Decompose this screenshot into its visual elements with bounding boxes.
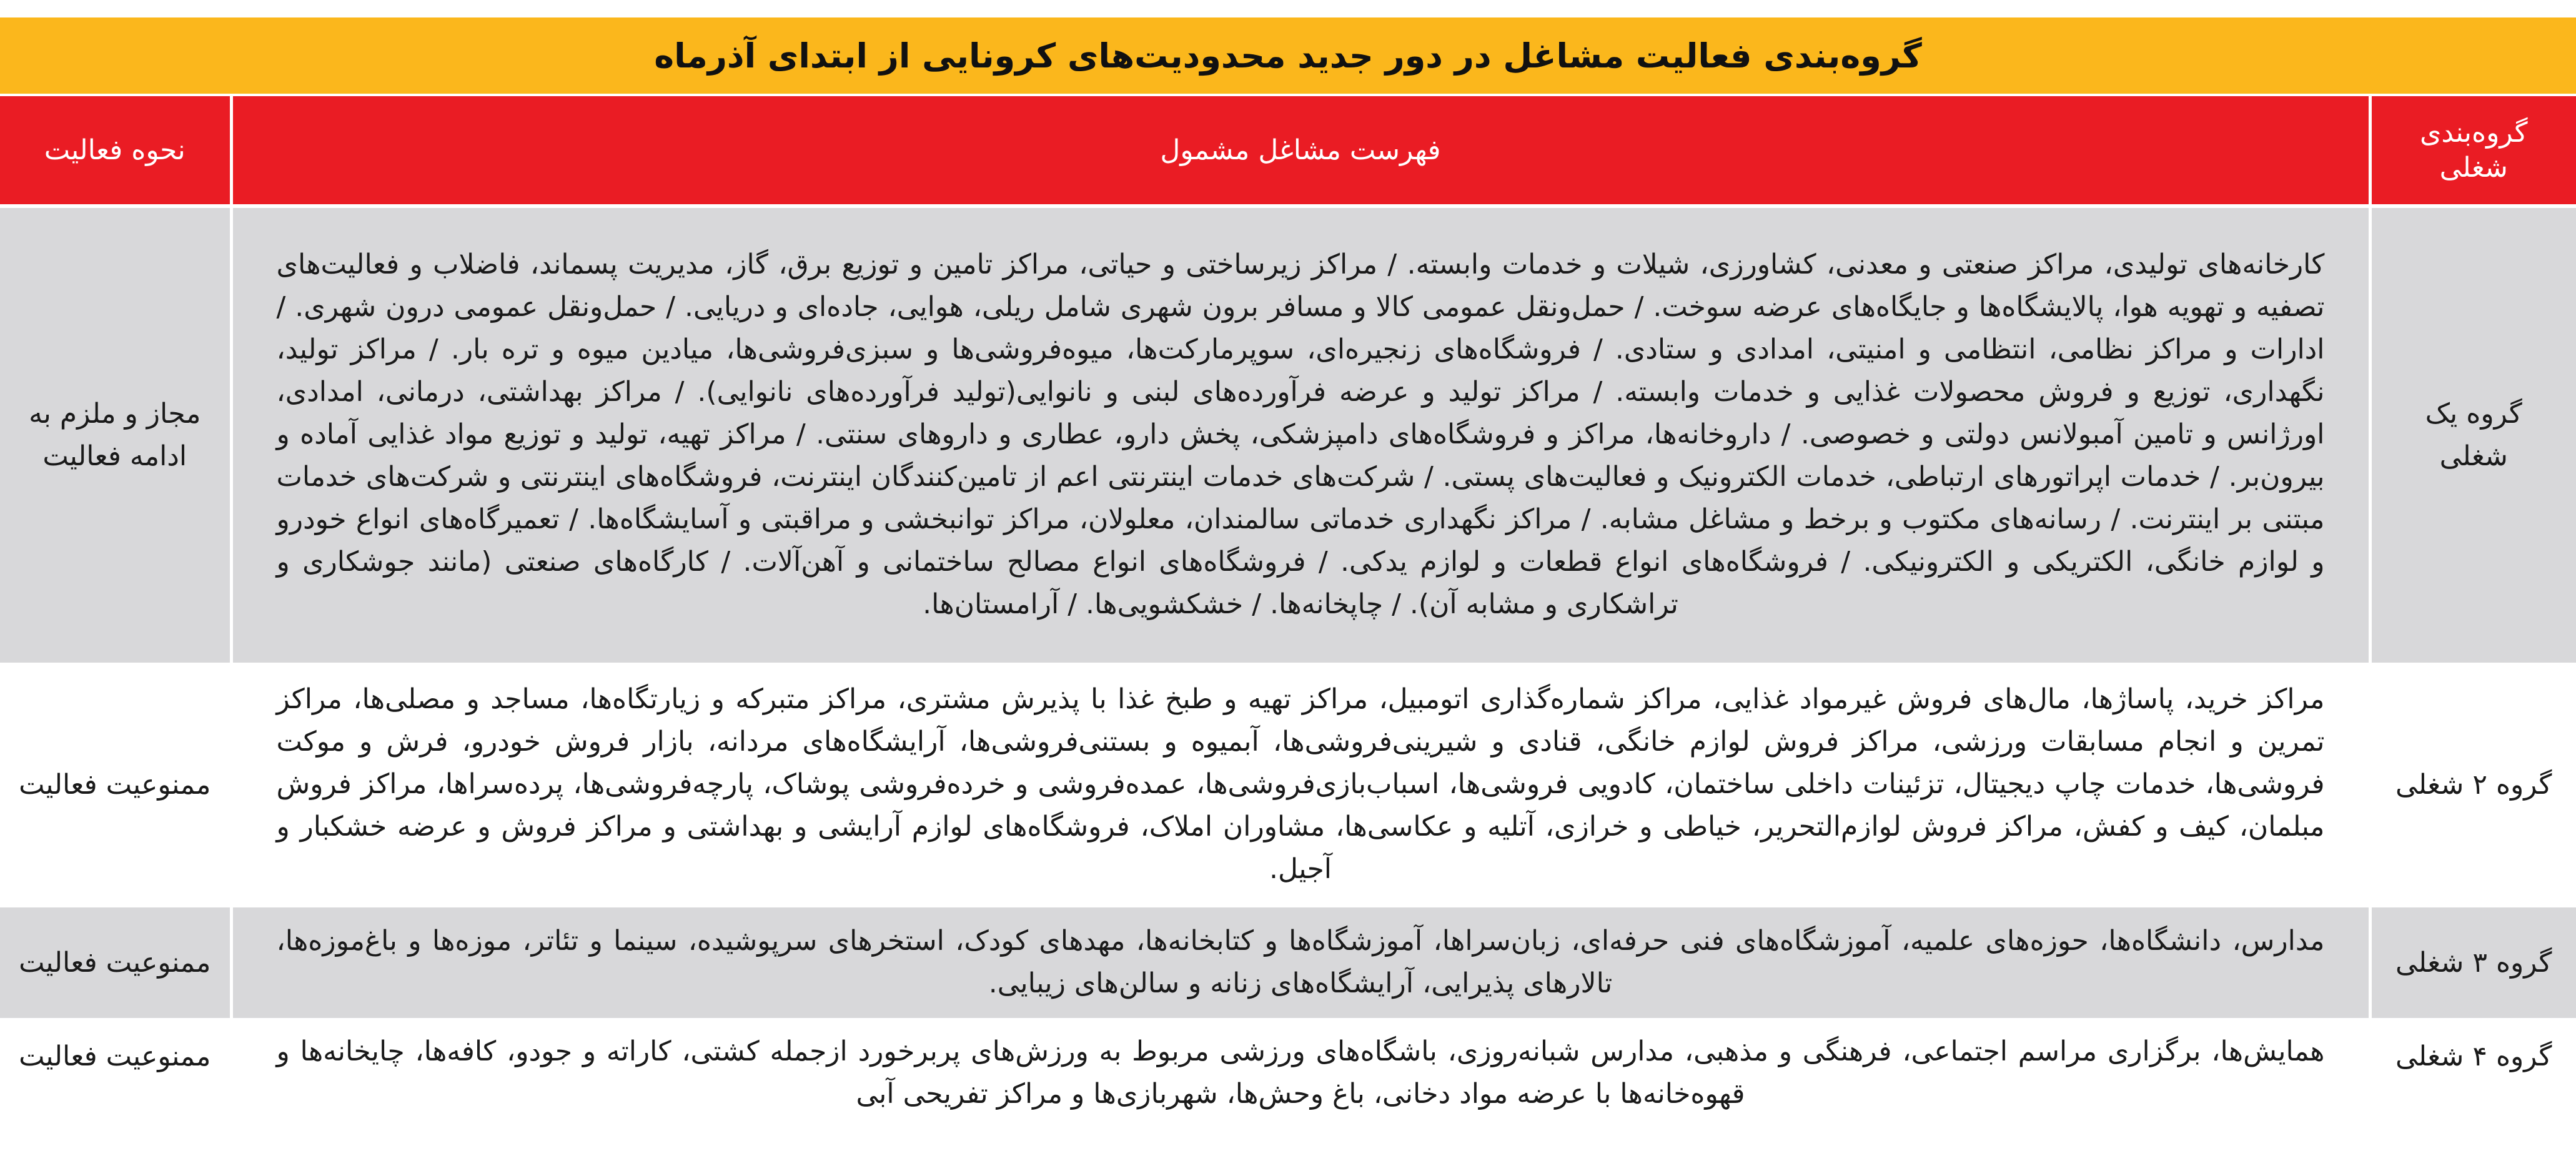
row-mode-cell: ممنوعیت فعالیت bbox=[0, 665, 231, 906]
row-group-cell: گروه ۲ شغلی bbox=[2370, 665, 2576, 906]
table-title: گروه‌بندی فعالیت مشاغل در دور جدید محدودیت‌های کرونایی از ابتدای آذرماه bbox=[0, 17, 2576, 96]
header-mode: نحوه فعالیت bbox=[0, 96, 231, 206]
header-group: گروه‌بندی شغلی bbox=[2370, 96, 2576, 206]
row-mode-cell: مجاز و ملزم به ادامه فعالیت bbox=[0, 206, 231, 665]
row-group-cell: گروه ۳ شغلی bbox=[2370, 906, 2576, 1020]
row-mode-cell: ممنوعیت فعالیت bbox=[0, 906, 231, 1020]
row-list-cell: کارخانه‌های تولیدی، مراکز صنعتی و معدنی، کشاورزی، شیلات و خدمات وابسته. / مراکز زیرساختی و حیاتی، مراکز تامین و توزیع برق، گاز، مدیریت پسماند، فاضلاب و فعالیت‌های تصفیه و تهویه هوا، پالایشگاه‌ها و جایگاه‌های عرضه سوخت. / حمل‌ونقل عمومی کالا و مسافر برون شهری شامل ریلی، هوایی، جاده‌ای و دریایی. / حمل‌ونقل عمومی درون شهری. / ادارات و مراکز نظامی، انتظامی و امنیتی، امدادی و ستادی. / فروشگاه‌های زنجیره‌ای، سوپرمارکت‌ها، میوه‌فروشی‌ها و سبزی‌فروشی‌ها، میادین میوه و تره بار. / مراکز تولید، نگهداری، توزیع و فروش محصولات غذایی و خدمات وابسته. / مراکز تولید و عرضه فرآورده‌های لبنی و نانوایی(تولید فرآورده‌های نانوایی). / مراکز بهداشتی، درمانی، امدادی، اورژانس و تامین آمبولانس دولتی و خصوصی. / داروخانه‌ها، مراکز و فروشگاه‌های دامپزشکی، پخش دارو، عطاری و داروهای سنتی. / مراکز تهیه، تولید و توزیع مواد غذایی آماده و بیرون‌بر. / خدمات اپراتورهای ارتباطی، خدمات الکترونیک و فعالیت‌های پستی. / شرکت‌های خدمات اینترنتی اعم از تامین‌کنندگان اینترنت، فروشگاه‌های اینترنتی و شرکت‌های خدمات مبتنی بر اینترنت. / رسانه‌های مکتوب و برخط و مشاغل مشابه. / مراکز نگهداری خدماتی سالمندان، معلولان، مراکز توانبخشی و مراقبتی و آسایشگاه‌ها. / تعمیرگاه‌های انواع خودرو و لوازم خانگی، الکتریکی و الکترونیکی. / فروشگاه‌های انواع قطعات و لوازم یدکی. / فروشگاه‌های انواع مصالح ساختمانی و آهن‌آلات. / کارگاه‌های صنعتی (مانند جوشکاری و تراشکاری و مشابه آن). / چاپخانه‌ها. / خشکشویی‌ها. / آرامستان‌ها. bbox=[231, 206, 2370, 665]
table-header-row bbox=[0, 96, 2576, 206]
row-list-cell: مدارس، دانشگاه‌ها، حوزه‌های علمیه، آموزشگاه‌های فنی حرفه‌ای، زبان‌سراها، آموزشگاه‌ها و کتابخانه‌ها، مهدهای کودک، استخرهای سرپوشیده، سینما و تئاتر، موزه‌ها و باغ‌موزه‌ها، تالارهای پذیرایی، آرایشگاه‌های زنانه و سالن‌های زیبایی. bbox=[231, 906, 2370, 1020]
job-restrictions-table-sheet bbox=[0, 17, 2576, 1176]
row-list-cell: مراکز خرید، پاساژها، مال‌های فروش غیرمواد غذایی، مراکز شماره‌گذاری اتومبیل، مراکز تهیه و طبخ غذا با پذیرش مشتری، مراکز متبرکه و زیارتگاه‌ها، مساجد و مصلی‌ها، مراکز تمرین و انجام مسابقات ورزشی، مراکز فروش لوازم خانگی، قنادی و شیرینی‌فروشی‌ها، آبمیوه و بستنی‌فروشی‌ها، آرایشگاه‌های مردانه، بازار فروش خودرو، فرش و موکت فروشی‌ها، خدمات چاپ دیجیتال، تزئینات داخلی ساختمان، کادویی فروشی‌ها، اسباب‌بازی‌فروشی‌ها، عمده‌فروشی و خرده‌فروشی پوشاک، پارچه‌فروشی‌ها، پرده‌سراها، مراکز فروش مبلمان، کیف و کفش، مراکز فروش لوازم‌التحریر، خیاطی و خرازی، آتلیه و عکاسی‌ها، مشاوران املاک، فروشگاه‌های لوازم آرایشی و بهداشتی و مراکز فروش و عرضه خشکبار و آجیل. bbox=[231, 665, 2370, 906]
row-group-cell: گروه ۴ شغلی bbox=[2370, 1020, 2576, 1130]
table-row bbox=[0, 665, 2576, 906]
row-group-cell: گروه یک شغلی bbox=[2370, 206, 2576, 665]
row-list-cell: همایش‌ها، برگزاری مراسم اجتماعی، فرهنگی و مذهبی، مدارس شبانه‌روزی، باشگاه‌های ورزشی مربوط به ورزش‌های پربرخورد ازجمله کشتی، کاراته و جودو، کافه‌ها، چایخانه‌ها و قهوه‌خانه‌ها با عرضه مواد دخانی، باغ وحش‌ها، شهربازی‌ها و مراکز تفریحی آبی bbox=[231, 1020, 2370, 1130]
header-list: فهرست مشاغل مشمول bbox=[231, 96, 2370, 206]
table-row bbox=[0, 1020, 2576, 1130]
job-groups-table bbox=[0, 96, 2576, 1132]
table-row bbox=[0, 206, 2576, 665]
row-mode-cell: ممنوعیت فعالیت bbox=[0, 1020, 231, 1130]
table-row bbox=[0, 906, 2576, 1020]
